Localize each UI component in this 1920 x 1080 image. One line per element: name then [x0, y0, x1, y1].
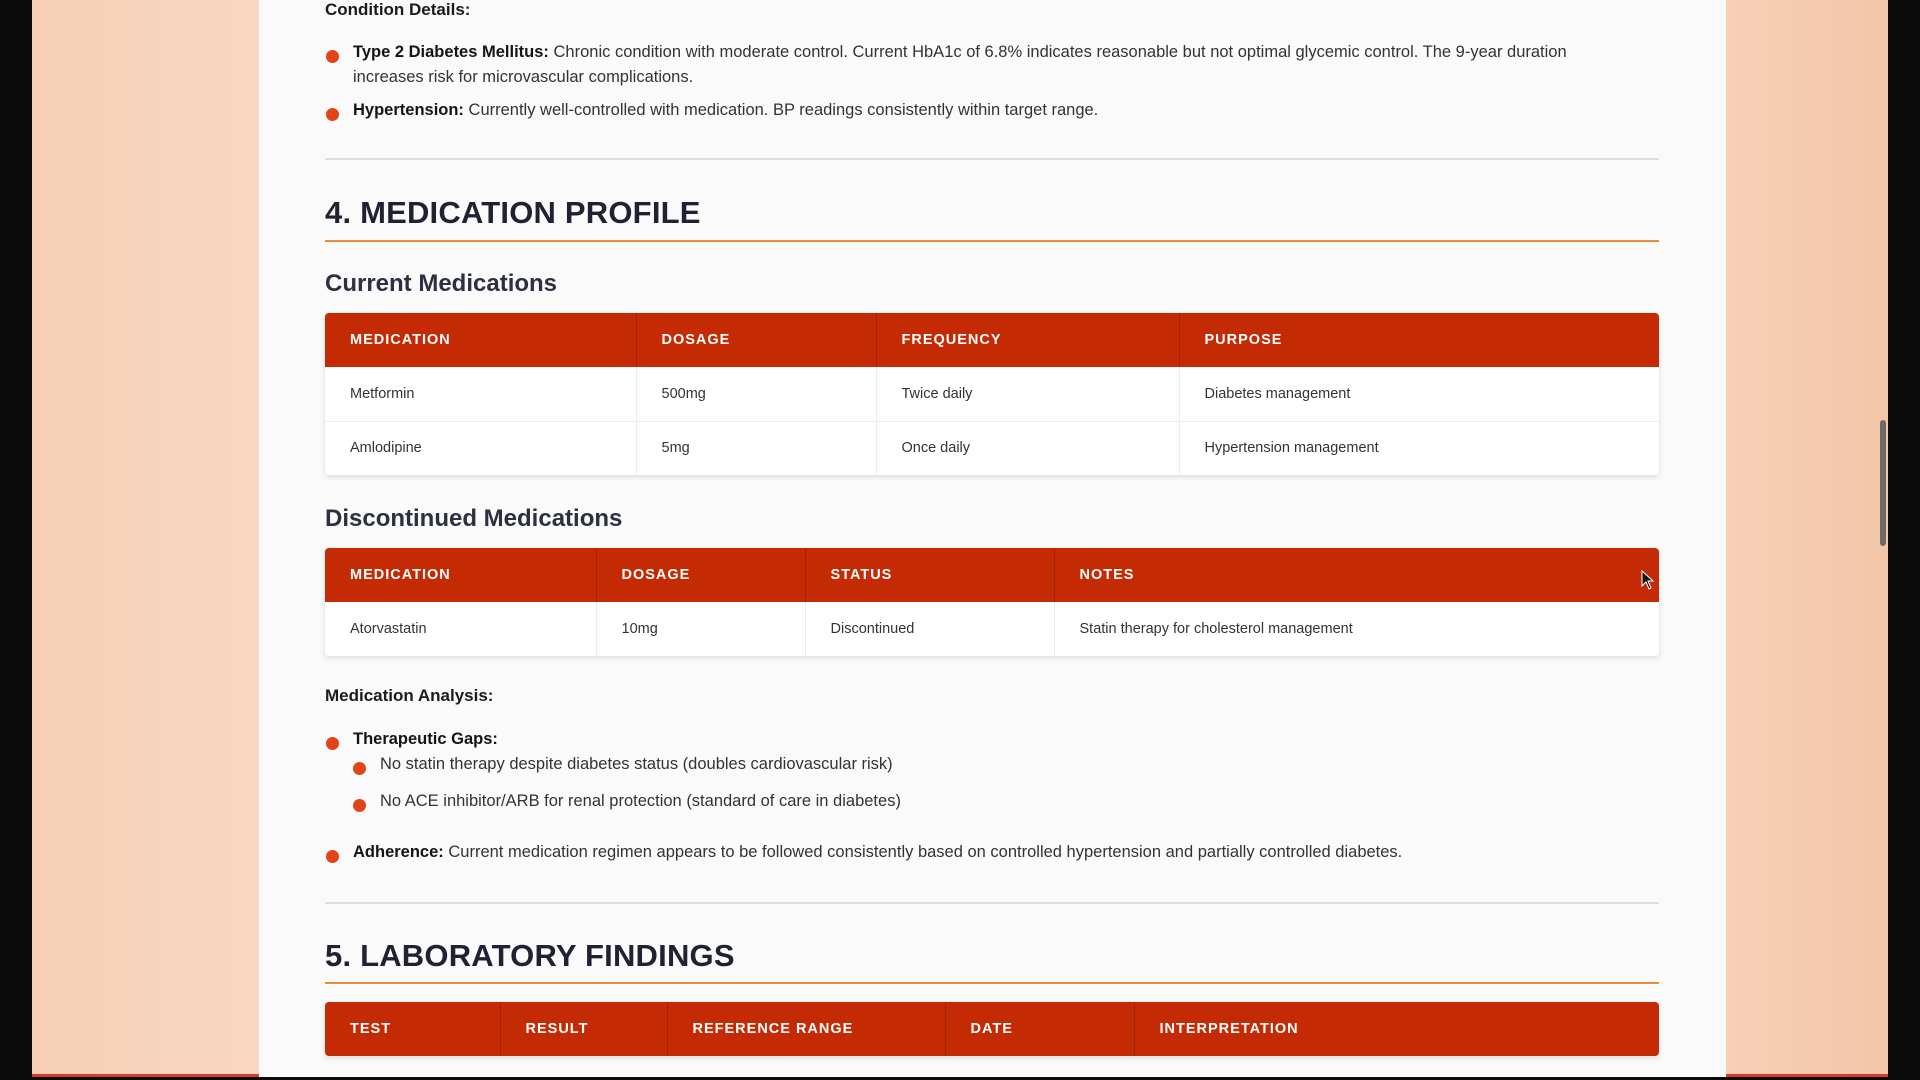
bullet-icon — [326, 850, 339, 863]
current-medications-title: Current Medications — [325, 270, 558, 297]
table-header: MEDICATION — [325, 548, 596, 602]
table-row — [325, 421, 1659, 475]
analysis-item-adherence — [325, 840, 1635, 865]
table-header: NOTES — [1054, 548, 1659, 602]
table-header: PURPOSE — [1179, 313, 1659, 367]
table-cell: Hypertension management — [1179, 421, 1659, 475]
lab-findings-table — [325, 1002, 1659, 1056]
table-header: REFERENCE RANGE — [667, 1002, 945, 1056]
table-cell: 10mg — [596, 602, 805, 656]
mouse-cursor-icon — [1641, 570, 1655, 590]
table-cell: 5mg — [636, 421, 876, 475]
table-row — [325, 602, 1659, 656]
discontinued-medications-title: Discontinued Medications — [325, 505, 623, 532]
bullet-icon — [326, 737, 339, 750]
section-title-laboratory-findings: 5. LABORATORY FINDINGS — [325, 938, 735, 973]
table-cell: Diabetes management — [1179, 367, 1659, 421]
scrollbar-thumb[interactable] — [1880, 420, 1886, 546]
analysis-term: Adherence: — [353, 843, 444, 861]
table-row — [325, 367, 1659, 421]
section-title-medication-profile: 4. MEDICATION PROFILE — [325, 195, 701, 230]
medication-analysis-label: Medication Analysis: — [325, 686, 494, 705]
table-header: RESULT — [500, 1002, 667, 1056]
table-cell: Once daily — [876, 421, 1179, 475]
bullet-icon — [353, 762, 366, 775]
analysis-term: Therapeutic Gaps: — [353, 730, 498, 748]
divider — [325, 902, 1659, 904]
gap-text: No statin therapy despite diabetes status (doubles cardiovascular risk) — [380, 755, 893, 773]
table-header: DOSAGE — [636, 313, 876, 367]
bullet-icon — [326, 108, 339, 121]
table-header: TEST — [325, 1002, 500, 1056]
condition-text: Currently well-controlled with medication. BP readings consistently within target range. — [463, 101, 1099, 119]
table-cell: Statin therapy for cholesterol management — [1054, 602, 1659, 656]
table-cell: 500mg — [636, 367, 876, 421]
table-header: MEDICATION — [325, 313, 636, 367]
adherence-text: Current medication regimen appears to be followed consistently based on controlled hypertension and partially controlled diabetes. — [443, 843, 1403, 861]
gap-item — [352, 789, 1662, 814]
table-cell: Amlodipine — [325, 421, 636, 475]
divider — [325, 158, 1659, 160]
table-cell: Twice daily — [876, 367, 1179, 421]
condition-term: Hypertension: — [353, 101, 464, 119]
section-underline — [325, 240, 1659, 242]
table-header: DATE — [945, 1002, 1134, 1056]
gap-text: No ACE inhibitor/ARB for renal protection (standard of care in diabetes) — [380, 792, 901, 810]
bullet-icon — [326, 50, 339, 63]
table-header: INTERPRETATION — [1134, 1002, 1659, 1056]
report-page — [259, 0, 1726, 1077]
condition-term: Type 2 Diabetes Mellitus: — [353, 43, 549, 61]
section-underline — [325, 982, 1659, 984]
condition-item-hypertension — [325, 98, 1635, 123]
table-header: FREQUENCY — [876, 313, 1179, 367]
table-cell: Discontinued — [805, 602, 1054, 656]
gap-item — [352, 752, 1662, 777]
condition-details-label: Condition Details: — [325, 0, 471, 19]
table-header: STATUS — [805, 548, 1054, 602]
analysis-item-gaps — [325, 727, 1635, 752]
table-cell: Atorvastatin — [325, 602, 596, 656]
bullet-icon — [353, 799, 366, 812]
discontinued-medications-table — [325, 548, 1659, 656]
current-medications-table — [325, 313, 1659, 475]
condition-item-diabetes — [325, 40, 1635, 90]
condition-text: Chronic condition with moderate control. Current HbA1c of 6.8% indicates reasonable but not optimal glycemic control. The 9-year duration increases risk for microvascular complications. — [353, 43, 1567, 86]
table-cell: Metformin — [325, 367, 636, 421]
browser-viewport — [32, 0, 1888, 1077]
table-header: DOSAGE — [596, 548, 805, 602]
